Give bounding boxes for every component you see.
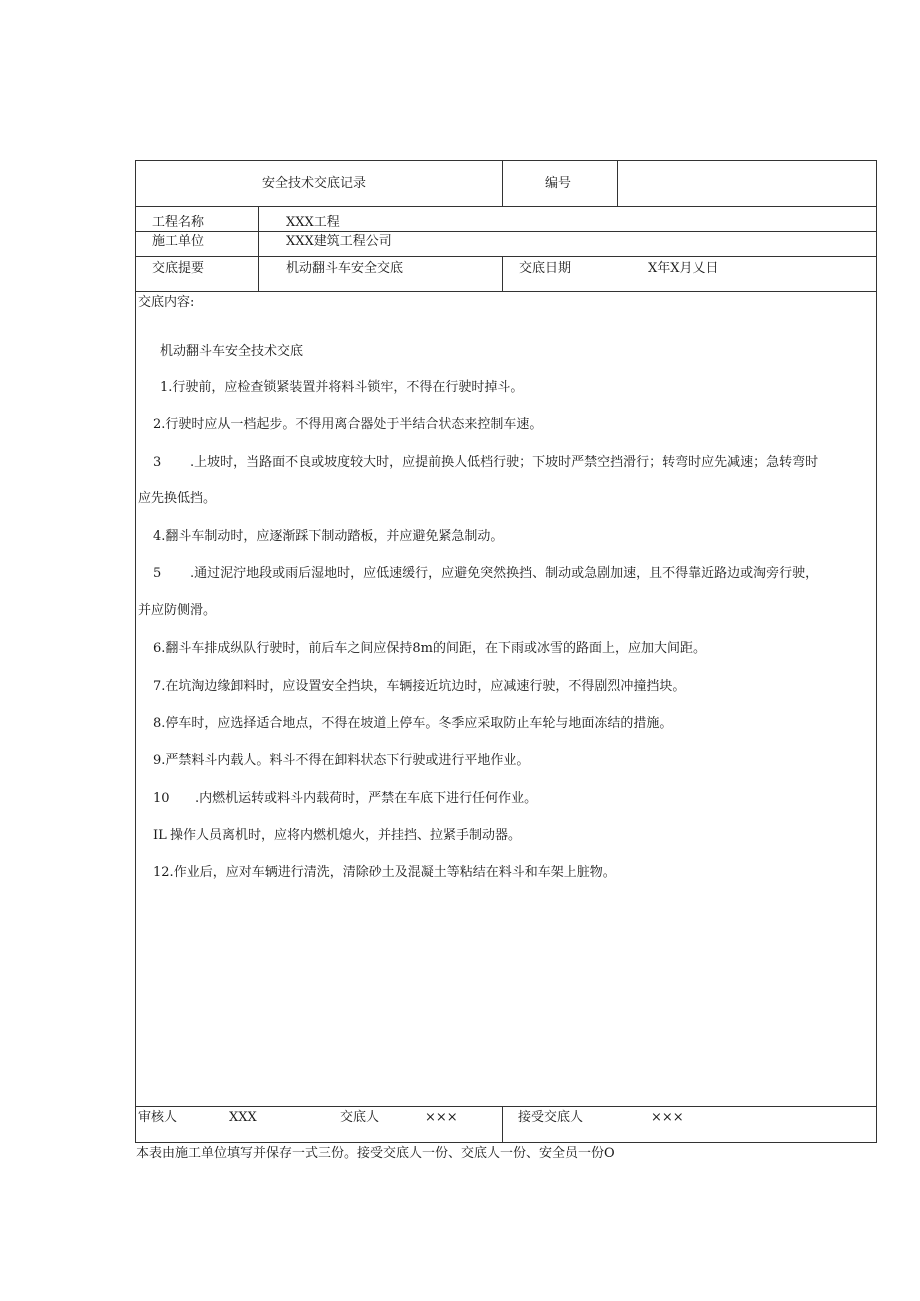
date-label: 交底日期 (519, 261, 572, 276)
table-divider (135, 256, 877, 257)
table-divider (135, 1106, 877, 1107)
item-text: 作业后，应对车辆进行清洗，清除砂土及混凝土等粘结在料斗和车架上脏物。 (173, 865, 616, 880)
list-item-continuation: 应先换低挡。 (138, 491, 217, 506)
table-border-top (135, 160, 877, 161)
project-name-label: 工程名称 (152, 215, 205, 230)
item-text: 停车时，应选择适合地点，不得在坡道上停车。冬季应采取防止车轮与地面冻结的措施。 (165, 716, 673, 731)
list-item (153, 791, 537, 807)
content-label: 交底内容: (138, 295, 195, 310)
table-divider (502, 1106, 503, 1143)
summary-label: 交底提要 (152, 261, 205, 276)
item-number: 7. (153, 679, 166, 694)
item-text: .内燃机运转或料斗内载荷时，严禁在车底下进行任何作业。 (195, 791, 538, 806)
number-label: 编号 (545, 176, 572, 191)
table-divider (502, 160, 503, 207)
item-number: 8. (153, 716, 166, 731)
reviewer-value: XXX (229, 1110, 257, 1125)
receiver-label: 接受交底人 (518, 1110, 584, 1125)
item-number: 6. (153, 641, 166, 656)
table-border-bottom (135, 1142, 877, 1143)
presenter-value: ××× (425, 1110, 458, 1125)
item-number: 4. (153, 529, 166, 544)
table-divider (258, 206, 259, 292)
presenter-label: 交底人 (340, 1110, 380, 1125)
item-number: IL (153, 828, 167, 843)
item-text: 行驶前，应检查锁紧装置并将料斗锁牢，不得在行驶时掉斗。 (172, 380, 524, 395)
list-item (153, 566, 818, 582)
item-number: 2. (153, 417, 166, 432)
table-divider (135, 231, 877, 232)
item-number: 5 (153, 566, 162, 581)
list-item (153, 828, 521, 844)
list-item (153, 865, 616, 881)
list-item (153, 641, 706, 657)
table-divider (135, 206, 877, 207)
reviewer-label: 审核人 (138, 1110, 178, 1125)
table-border-left (135, 160, 136, 1143)
list-item (160, 380, 523, 396)
list-item (153, 753, 529, 769)
form-title: 安全技术交底记录 (262, 176, 367, 191)
item-number: 12. (153, 865, 174, 880)
list-item (153, 455, 818, 471)
footnote: 本表由施工单位填写并保存一式三份。接受交底人一份、交底人一份、安全员一份O (136, 1146, 615, 1161)
table-divider (135, 291, 877, 292)
list-item (153, 529, 503, 545)
item-text: 翻斗车排成纵队行驶时，前后车之间应保持8m的间距，在下雨或冰雪的路面上，应加大间距。 (165, 641, 707, 656)
contractor-value: XXX建筑工程公司 (286, 234, 392, 249)
item-number: 3 (153, 455, 162, 470)
item-text: .通过泥泞地段或雨后湿地时，应低速缓行，应避免突然换挡、制动或急剧加速，且不得靠近路边或淘旁行驶， (190, 566, 819, 581)
item-text: 行驶时应从一档起步。不得用离合器处于半结合状态来控制车速。 (165, 417, 543, 432)
list-item (153, 716, 672, 732)
item-text: .上坡时，当路面不良或坡度较大时，应提前换人低档行驶；下坡时严禁空挡滑行；转弯时应先减速；急转弯时 (190, 455, 819, 470)
item-text: 严禁料斗内载人。料斗不得在卸料状态下行驶或进行平地作业。 (165, 753, 530, 768)
table-divider (617, 160, 618, 207)
item-number: 9. (153, 753, 166, 768)
item-number: 10 (153, 791, 170, 806)
project-name-value: XXX工程 (286, 215, 340, 230)
item-text: 操作人员离机时，应将内燃机熄火，并挂挡、拉紧手制动器。 (170, 828, 522, 843)
item-number: 1. (160, 380, 173, 395)
content-heading: 机动翻斗车安全技术交底 (160, 344, 304, 359)
list-item (153, 417, 542, 433)
list-item-continuation: 并应防侧滑。 (138, 603, 217, 618)
receiver-value: ××× (651, 1110, 684, 1125)
list-item (153, 679, 685, 695)
summary-value: 机动翻斗车安全交底 (286, 261, 404, 276)
item-text: 在坑淘边缘卸料时，应设置安全挡块，车辆接近坑边时，应减速行驶，不得剧烈冲撞挡块。 (165, 679, 686, 694)
date-value: X年X月乂日 (648, 261, 719, 276)
table-border-right (876, 160, 877, 1143)
table-divider (502, 256, 503, 292)
item-text: 翻斗车制动时，应逐渐踩下制动踏板，并应避免紧急制动。 (165, 529, 504, 544)
contractor-label: 施工单位 (152, 234, 205, 249)
